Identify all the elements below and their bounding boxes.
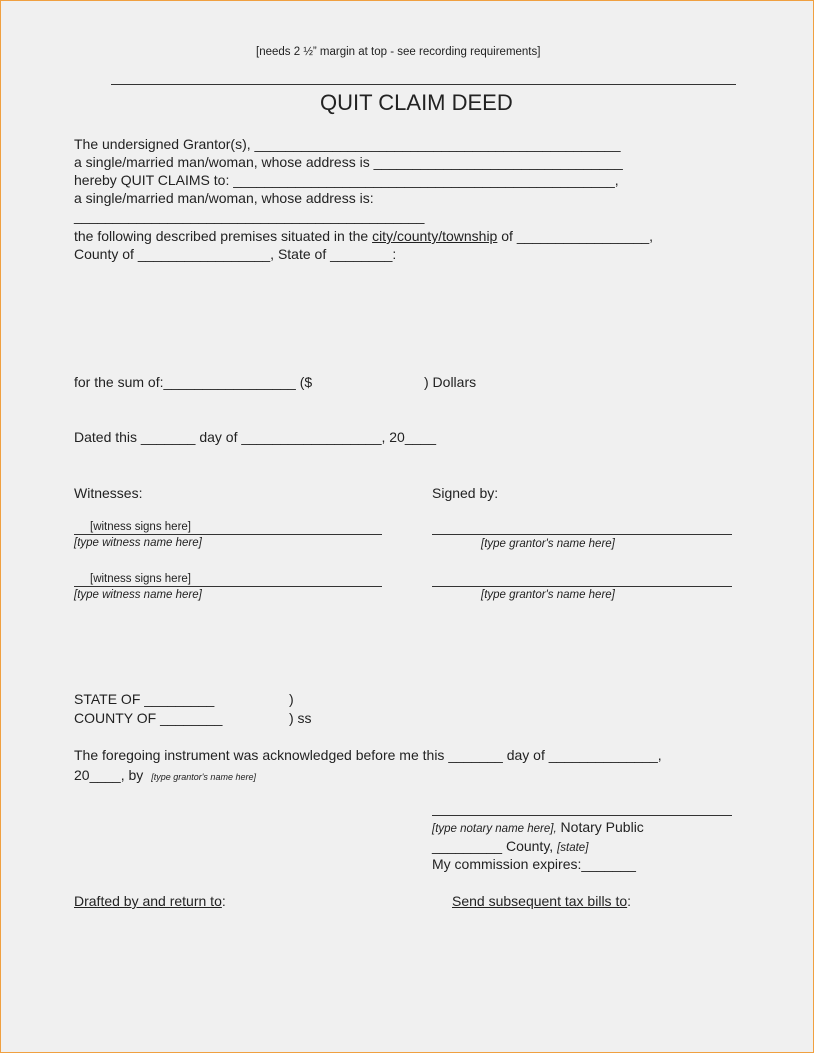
commission-expires-line: My commission expires:_______ [432, 856, 636, 872]
notary-name-hint: [type notary name here], [432, 823, 557, 835]
notary-public-label: Notary Public [556, 819, 644, 835]
sum-label: for the sum of:_________________ ($ [74, 374, 313, 390]
witness-2-name-hint: [type witness name here] [74, 589, 202, 601]
sum-dollars: ) Dollars [424, 374, 477, 390]
acknowledgment-line: The foregoing instrument was acknowledged before me this _______ day of ______________, [74, 747, 662, 763]
dated-line: Dated this _______ day of __________________, 20____ [74, 429, 436, 445]
tax-bills-label: Send subsequent tax bills to [452, 893, 628, 909]
grantor-line: The undersigned Grantor(s), _______________________________________________ [74, 136, 621, 152]
ss-mark: ) ss [289, 710, 312, 726]
witness-2-sign-hint: [witness signs here] [90, 573, 191, 585]
county-of-line: COUNTY OF ________ [74, 710, 223, 726]
tax-bills-colon: : [627, 893, 632, 909]
tax-bills-line [452, 893, 631, 909]
address-blank-line: _____________________________________________ [74, 208, 425, 224]
grantor-2-signature-line [432, 586, 732, 587]
premises-location-type: city/county/township [372, 228, 498, 244]
notary-name-line [432, 819, 644, 835]
drafted-by-line [74, 893, 226, 909]
acknowledgment-grantor-hint: [type grantor's name here] [151, 772, 256, 782]
witness-1-sign-hint: [witness signs here] [90, 521, 191, 533]
header-note: [needs 2 ½” margin at top - see recording requirements] [256, 46, 541, 58]
notary-county-line [432, 838, 588, 854]
witness-2-signature-line [74, 586, 382, 587]
signed-by-heading: Signed by: [432, 485, 499, 501]
witness-1-signature-line [74, 534, 382, 535]
premises-text: the following described premises situated in the [74, 228, 373, 244]
grantor-2-name-hint: [type grantor's name here] [481, 589, 615, 601]
document-title: QUIT CLAIM DEED [320, 90, 513, 115]
drafted-by-colon: : [221, 893, 226, 909]
notary-county-text: _________ County, [432, 838, 554, 854]
drafted-by-label: Drafted by and return to [74, 893, 222, 909]
notary-state-hint: [state] [557, 842, 589, 854]
grantor-1-name-hint: [type grantor's name here] [481, 538, 615, 550]
premises-blank: of _________________, [497, 228, 654, 244]
acknowledgment-line-2 [74, 767, 256, 783]
top-rule [111, 84, 736, 85]
witnesses-heading: Witnesses: [74, 485, 143, 501]
premises-line [74, 228, 653, 244]
state-paren: ) [289, 691, 294, 707]
notary-signature-line [432, 815, 732, 816]
grantee-address-line: a single/married man/woman, whose address is: [74, 190, 374, 206]
grantee-line: hereby QUIT CLAIMS to: _________________________________________________, [74, 172, 619, 188]
county-state-line: County of _________________, State of ________: [74, 246, 397, 262]
acknowledgment-year-by: 20____, by [74, 767, 144, 783]
witness-1-name-hint: [type witness name here] [74, 537, 202, 549]
state-of-line: STATE OF _________ [74, 691, 215, 707]
grantor-address-line: a single/married man/woman, whose address is ________________________________ [74, 154, 623, 170]
grantor-1-signature-line [432, 534, 732, 535]
